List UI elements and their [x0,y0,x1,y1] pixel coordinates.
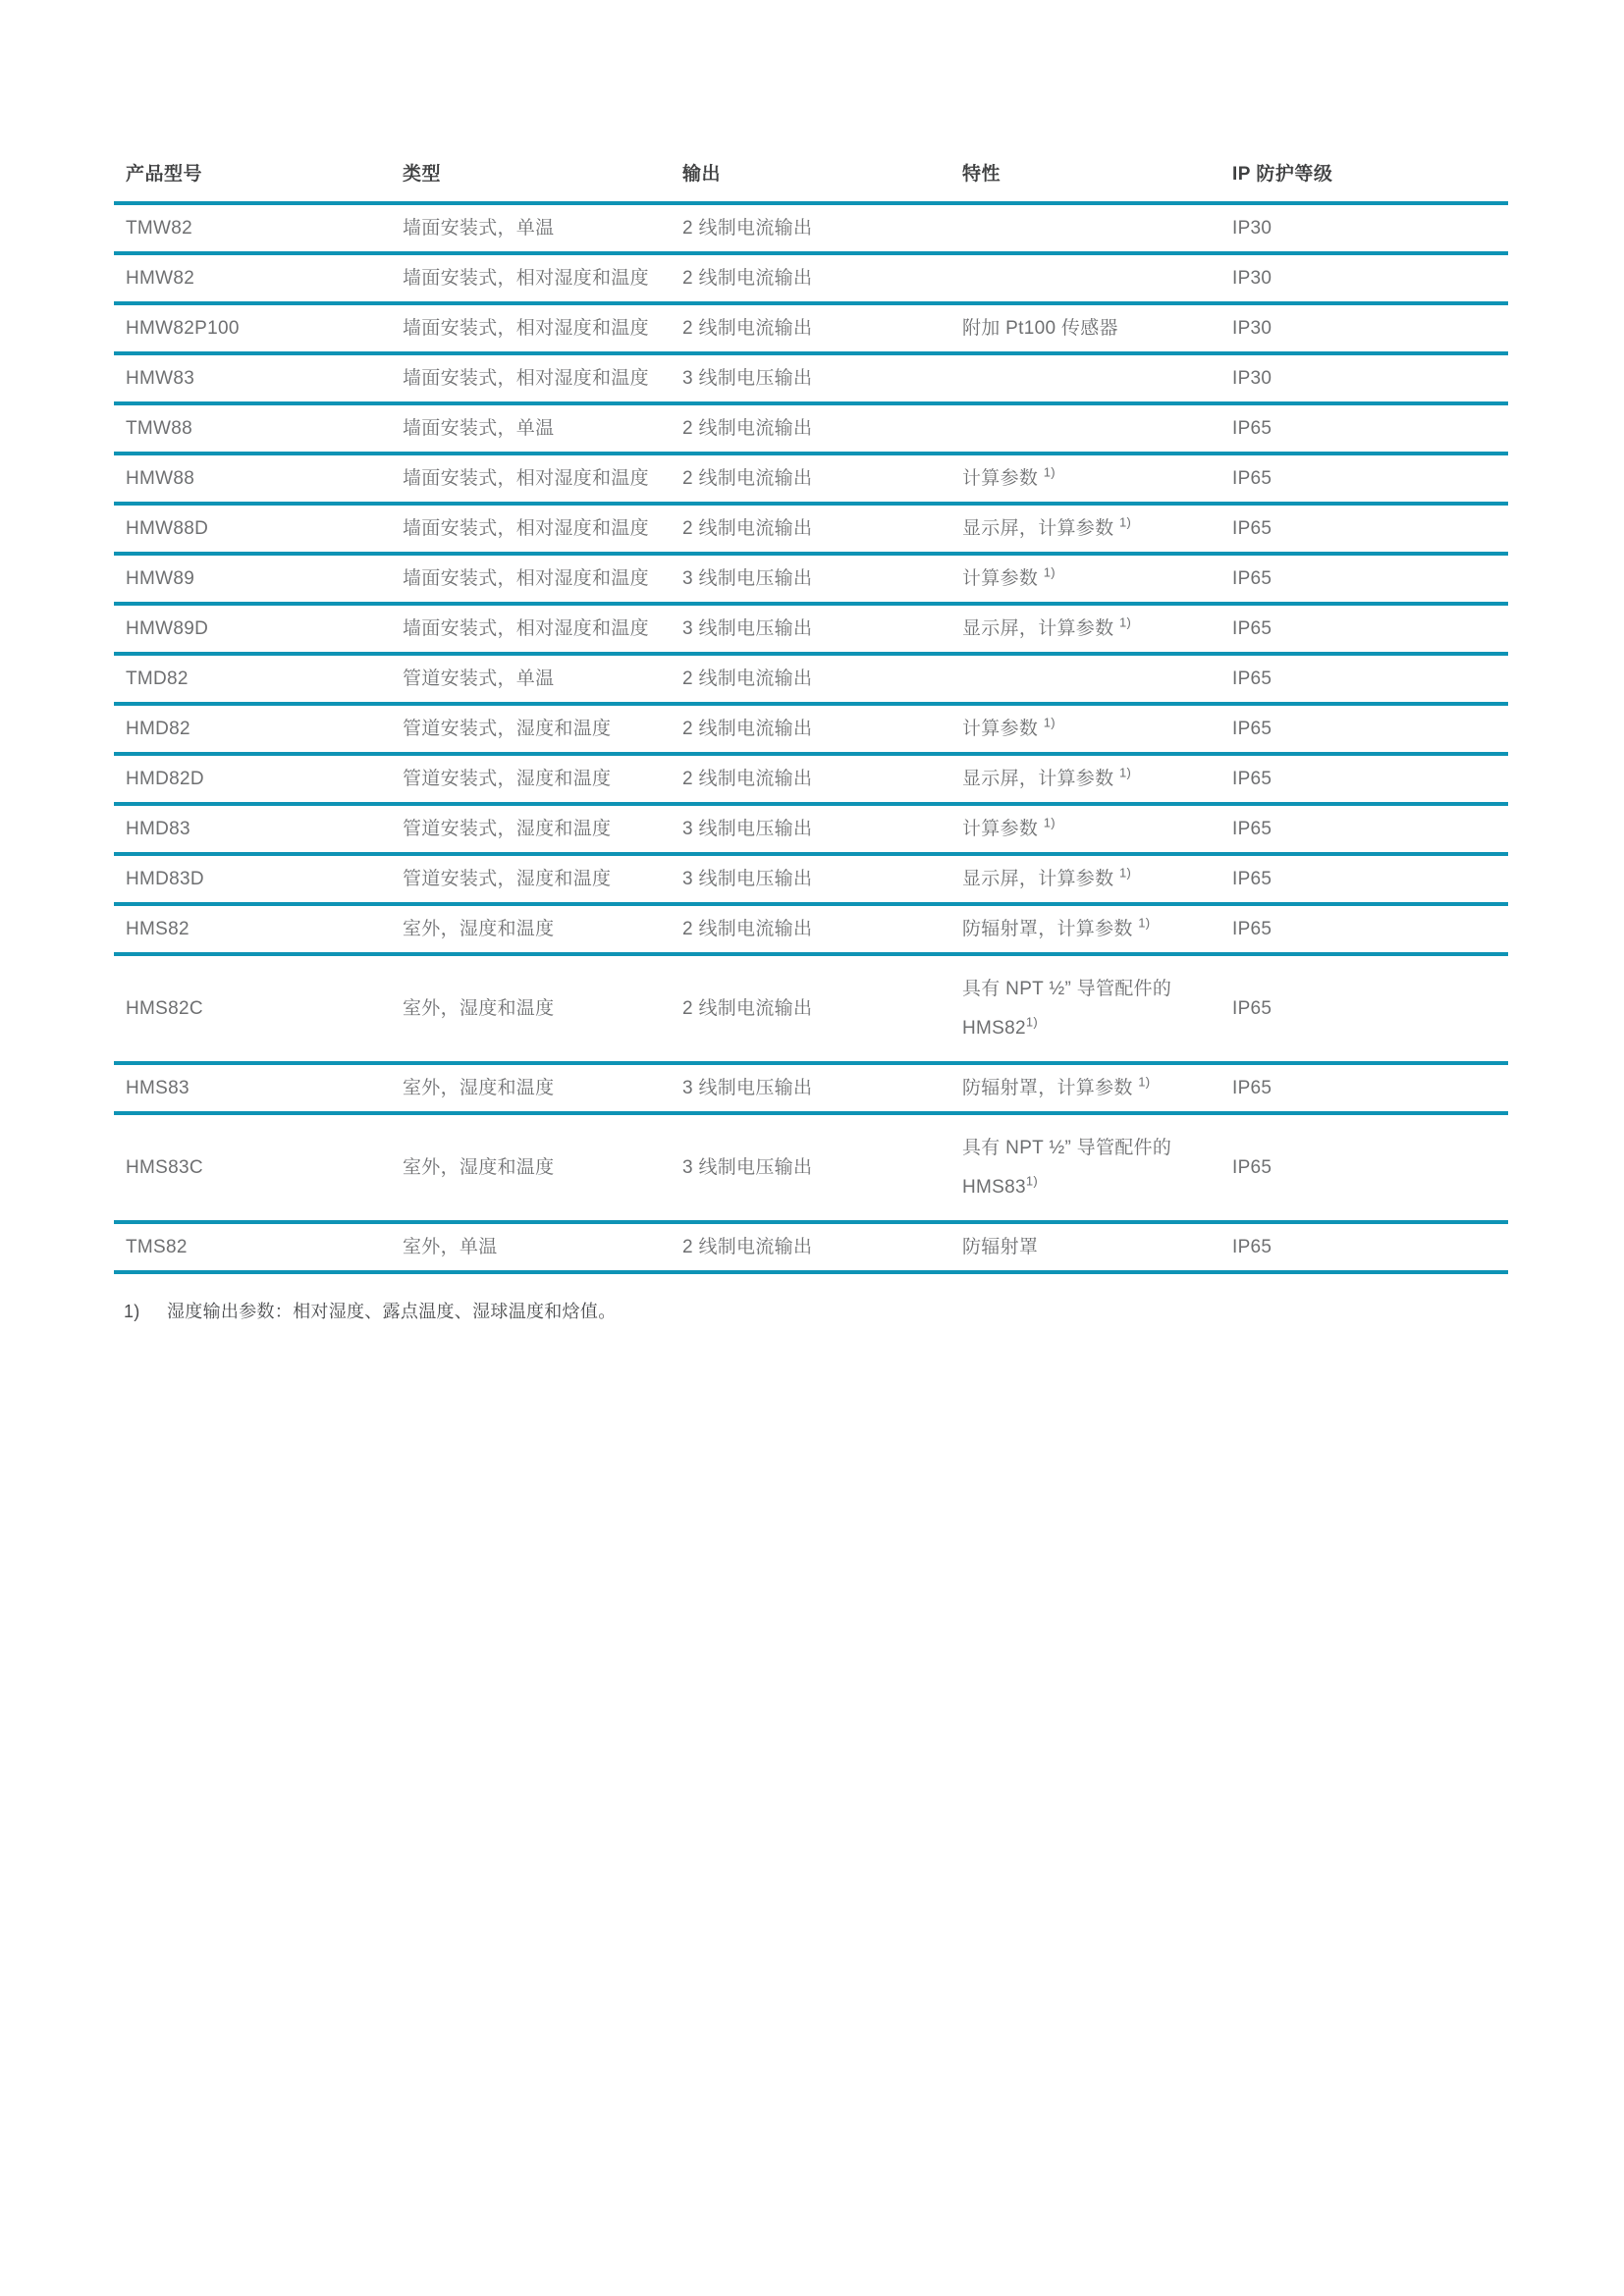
cell-output: 2 线制电流输出 [671,654,950,704]
cell-type: 管道安装式，湿度和温度 [391,704,671,754]
table-row [114,604,1508,654]
cell-ip: IP65 [1220,754,1508,804]
product-table-section [114,153,1508,1323]
cell-model: HMW89 [114,554,391,604]
cell-model: TMW88 [114,403,391,454]
cell-output: 2 线制电流输出 [671,253,950,303]
table-header-row [114,153,1508,203]
cell-output: 2 线制电流输出 [671,454,950,504]
cell-type: 墙面安装式，相对湿度和温度 [391,504,671,554]
cell-type: 管道安装式，湿度和温度 [391,754,671,804]
cell-ip: IP65 [1220,804,1508,854]
cell-type: 墙面安装式，相对湿度和温度 [391,454,671,504]
cell-feature: 防辐射罩 [950,1222,1220,1272]
cell-feature: 计算参数 $^{1)}$ [950,554,1220,604]
cell-output: 3 线制电压输出 [671,604,950,654]
cell-output: 2 线制电流输出 [671,754,950,804]
cell-ip: IP65 [1220,454,1508,504]
cell-ip: IP65 [1220,1113,1508,1222]
product-table [114,153,1508,1274]
table-row [114,954,1508,1063]
cell-feature: 显示屏，计算参数 $^{1)}$ [950,504,1220,554]
cell-model: HMS83 [114,1063,391,1113]
cell-feature: 计算参数 $^{1)}$ [950,804,1220,854]
cell-feature: 显示屏，计算参数 $^{1)}$ [950,854,1220,904]
cell-ip: IP30 [1220,203,1508,253]
table-row [114,303,1508,353]
cell-model: HMD82D [114,754,391,804]
cell-output: 2 线制电流输出 [671,704,950,754]
table-row [114,353,1508,403]
cell-output: 3 线制电压输出 [671,1063,950,1113]
cell-ip: IP65 [1220,554,1508,604]
table-row [114,904,1508,954]
cell-output: 2 线制电流输出 [671,504,950,554]
table-body [114,203,1508,1272]
cell-model: HMW82 [114,253,391,303]
cell-feature: 具有 NPT ½” 导管配件的 HMS83$^{1)}$ [950,1113,1220,1222]
table-row [114,704,1508,754]
table-row [114,504,1508,554]
cell-output: 3 线制电压输出 [671,554,950,604]
cell-model: TMW82 [114,203,391,253]
cell-output: 2 线制电流输出 [671,303,950,353]
cell-model: HMW88 [114,454,391,504]
cell-output: 3 线制电压输出 [671,854,950,904]
footnote-text: 湿度输出参数：相对湿度、露点温度、湿球温度和焓值。 [167,1302,617,1321]
cell-feature: 防辐射罩，计算参数 $^{1)}$ [950,1063,1220,1113]
cell-type: 室外，湿度和温度 [391,904,671,954]
cell-model: HMW82P100 [114,303,391,353]
table-row [114,1063,1508,1113]
table-row [114,203,1508,253]
table-row [114,1113,1508,1222]
col-header-feature: 特性 [950,153,1220,203]
cell-ip: IP65 [1220,604,1508,654]
cell-feature [950,353,1220,403]
cell-model: HMS83C [114,1113,391,1222]
cell-output: 2 线制电流输出 [671,403,950,454]
cell-ip: IP65 [1220,654,1508,704]
cell-ip: IP65 [1220,954,1508,1063]
cell-type: 管道安装式，湿度和温度 [391,804,671,854]
cell-feature: 附加 Pt100 传感器 [950,303,1220,353]
cell-model: HMD83D [114,854,391,904]
cell-type: 室外，湿度和温度 [391,1063,671,1113]
cell-type: 管道安装式，单温 [391,654,671,704]
table-row [114,654,1508,704]
cell-output: 2 线制电流输出 [671,203,950,253]
cell-type: 墙面安装式，相对湿度和温度 [391,303,671,353]
cell-ip: IP65 [1220,504,1508,554]
col-header-model: 产品型号 [114,153,391,203]
cell-ip: IP30 [1220,303,1508,353]
cell-model: HMW88D [114,504,391,554]
cell-feature [950,403,1220,454]
table-row [114,754,1508,804]
cell-model: HMW83 [114,353,391,403]
cell-model: HMS82C [114,954,391,1063]
cell-type: 管道安装式，湿度和温度 [391,854,671,904]
cell-model: HMD82 [114,704,391,754]
cell-feature: 防辐射罩，计算参数 $^{1)}$ [950,904,1220,954]
cell-feature: 计算参数 $^{1)}$ [950,704,1220,754]
footnote [114,1298,1508,1323]
cell-type: 墙面安装式，相对湿度和温度 [391,604,671,654]
cell-output: 3 线制电压输出 [671,353,950,403]
cell-type: 墙面安装式，单温 [391,403,671,454]
cell-ip: IP65 [1220,403,1508,454]
cell-feature: 具有 NPT ½” 导管配件的 HMS82$^{1)}$ [950,954,1220,1063]
cell-ip: IP30 [1220,253,1508,303]
cell-type: 墙面安装式，单温 [391,203,671,253]
cell-model: HMS82 [114,904,391,954]
footnote-marker: 1) [124,1302,140,1321]
col-header-ip: IP 防护等级 [1220,153,1508,203]
cell-model: TMD82 [114,654,391,704]
table-row [114,554,1508,604]
cell-feature: 显示屏，计算参数 $^{1)}$ [950,604,1220,654]
table-row [114,854,1508,904]
cell-model: TMS82 [114,1222,391,1272]
table-row [114,454,1508,504]
col-header-output: 输出 [671,153,950,203]
cell-feature [950,203,1220,253]
col-header-type: 类型 [391,153,671,203]
cell-feature [950,253,1220,303]
cell-ip: IP65 [1220,704,1508,754]
cell-output: 2 线制电流输出 [671,1222,950,1272]
cell-ip: IP30 [1220,353,1508,403]
cell-ip: IP65 [1220,1063,1508,1113]
cell-output: 3 线制电压输出 [671,804,950,854]
cell-type: 墙面安装式，相对湿度和温度 [391,554,671,604]
cell-ip: IP65 [1220,1222,1508,1272]
table-row [114,1222,1508,1272]
cell-model: HMD83 [114,804,391,854]
cell-type: 室外，湿度和温度 [391,954,671,1063]
cell-model: HMW89D [114,604,391,654]
cell-ip: IP65 [1220,854,1508,904]
cell-output: 3 线制电压输出 [671,1113,950,1222]
table-row [114,804,1508,854]
cell-output: 2 线制电流输出 [671,904,950,954]
cell-feature: 显示屏，计算参数 $^{1)}$ [950,754,1220,804]
cell-output: 2 线制电流输出 [671,954,950,1063]
cell-ip: IP65 [1220,904,1508,954]
table-row [114,253,1508,303]
table-row [114,403,1508,454]
cell-feature [950,654,1220,704]
cell-type: 墙面安装式，相对湿度和温度 [391,353,671,403]
cell-feature: 计算参数 $^{1)}$ [950,454,1220,504]
cell-type: 室外，单温 [391,1222,671,1272]
cell-type: 墙面安装式，相对湿度和温度 [391,253,671,303]
cell-type: 室外，湿度和温度 [391,1113,671,1222]
